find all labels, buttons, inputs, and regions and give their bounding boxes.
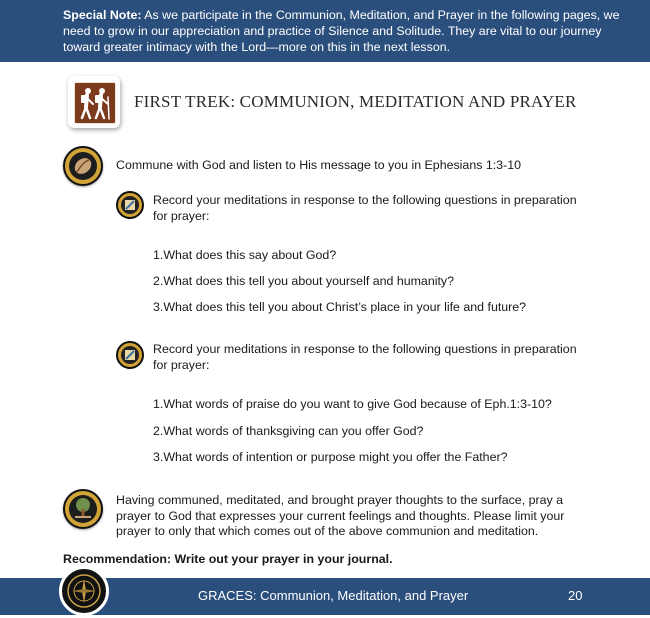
special-note-text: As we participate in the Communion, Meditation, and Prayer in the following pages, we need to grow in our appreciation and practice of Silence and Solitude. They are vital to our journey toward greater intimacy with the Lord—more on this in the next lesson.: [63, 8, 620, 54]
prayer-text-line: Having communed, meditated, and brought prayer thoughts to the surface, pray a: [116, 493, 564, 507]
page-number: 20: [568, 588, 583, 603]
meditation-1-intro-line2: for prayer:: [153, 209, 210, 223]
pencil-notepad-icon: [116, 191, 144, 219]
commune-instruction: Commune with God and listen to His message to you in Ephesians 1:3-10: [116, 158, 521, 172]
prayer-text-line: prayer to only that which comes out of the above communion and meditation.: [116, 524, 539, 538]
special-note-label: Special Note:: [63, 8, 142, 22]
prayer-text-line: prayer to God that expresses your current feelings and thoughts. Please limit your: [116, 509, 565, 523]
pencil-notepad-icon: [116, 341, 144, 369]
meditation-2-intro-line1: Record your meditations in response to the following questions in preparation: [153, 342, 577, 356]
meditation-1-question: 3.What does this tell you about Christ’s place in your life and future?: [153, 300, 527, 314]
meditation-1-question: 2.What does this tell you about yourself and humanity?: [153, 274, 454, 288]
footer-title: GRACES: Communion, Meditation, and Prayer: [198, 588, 469, 603]
recommendation: Recommendation: Write out your prayer in your journal.: [63, 552, 393, 566]
meditation-2-question: 3.What words of intention or purpose might you offer the Father?: [153, 450, 508, 464]
meditation-2-question: 2.What words of thanksgiving can you offer God?: [153, 424, 424, 438]
special-note-banner: [0, 0, 650, 62]
page-footer: [0, 578, 650, 615]
section-title: FIRST TREK: COMMUNION, MEDITATION AND PRAYER: [134, 92, 577, 111]
meditation-2-question: 1.What words of praise do you want to give God because of Eph.1:3-10?: [153, 397, 552, 411]
journey-compass-logo: [59, 566, 109, 616]
meditation-2-intro-line2: for prayer:: [153, 358, 210, 372]
hikers-icon: [68, 76, 120, 128]
tree-icon: [63, 489, 103, 529]
listening-ear-icon: [63, 146, 103, 186]
meditation-1-question: 1.What does this say about God?: [153, 248, 337, 262]
meditation-1-intro-line1: Record your meditations in response to the following questions in preparation: [153, 193, 577, 207]
